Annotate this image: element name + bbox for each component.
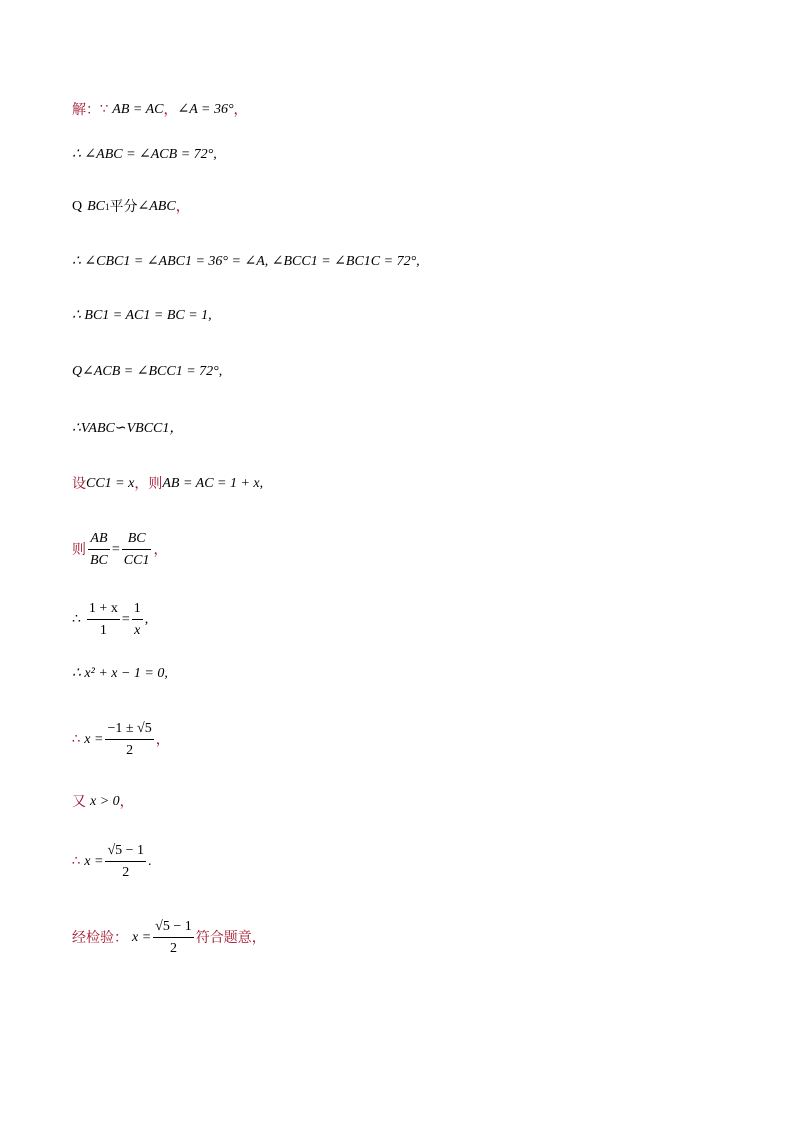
comma: ， [153,542,168,558]
fraction-1x-1: $\frac{1 + x}{1}$ [88,601,118,638]
conclusion-text: 符合题意， [195,930,266,946]
therefore-symbol: ∴ [72,612,81,627]
period: . [148,854,152,869]
solution-label: 解： [72,102,100,118]
equation-angle-a: ∠A = 36° [177,102,234,117]
let-text: 设 [72,476,86,492]
solution-line-8 [72,474,263,494]
solution-line-4: ∴ ∠CBC1 = ∠ABC1 = 36° = ∠A, ∠BCC1 = ∠BC1C = 72°, [72,254,420,269]
solution-line-2: ∴ ∠ABC = ∠ACB = 72°, [72,147,217,162]
solution-line-9 [72,530,167,570]
fraction-ab-bc: $\frac{AB}{BC}$ [90,531,108,568]
then-text: ，则 [134,476,163,492]
subscript: 1 [105,202,110,212]
segment-bc: BC [87,199,106,214]
because-symbol: ∵ [100,102,109,117]
solution-line-1 [72,100,248,120]
solution-line-10 [72,600,148,640]
x-equals: x = [84,854,104,869]
then-text: 则 [72,542,86,558]
comma: , [259,476,264,491]
therefore-symbol: ∴ [72,854,81,869]
x-positive: x > 0 [90,794,120,809]
equation-cc1: CC1 = x [86,476,135,491]
solution-line-13 [72,792,134,812]
equation-ab-ac: AB = AC [112,102,164,117]
equation-ab-ac-1x: AB = AC = 1 + x [162,476,260,491]
fraction-1-x: $\frac{1}{x}$ [133,601,141,638]
comma: ， [119,794,134,810]
therefore-symbol: ∴ [72,732,81,747]
x-equals: x = [132,930,152,945]
solution-line-15 [72,918,266,958]
since-symbol: Q [72,199,83,214]
bisects-text: 平分 [109,199,138,215]
solution-line-11: ∴ x² + x − 1 = 0, [72,666,168,681]
fraction-verified-root: $\frac{√5 - 1}{2}$ [155,919,192,956]
comma: ， [163,102,178,118]
solution-line-6: Q∠ACB = ∠BCC1 = 72°, [72,364,223,379]
angle-abc: ∠ABC [137,199,176,214]
solution-line-5: ∴ BC1 = AC1 = BC = 1, [72,308,212,323]
also-text: 又 [72,794,86,810]
comma: , [144,612,149,627]
x-equals: x = [84,732,104,747]
comma: ， [233,102,248,118]
comma: ， [175,199,190,215]
solution-line-3 [72,197,190,217]
fraction-bc-cc1: $\frac{BC}{CC1}$ [123,531,150,568]
equals-sign: = [121,612,130,627]
verification-label: 经检验： [72,930,128,946]
fraction-positive-root: $\frac{√5 - 1}{2}$ [107,843,145,880]
solution-line-12 [72,720,170,760]
equals-sign: = [111,542,120,557]
solution-line-14 [72,842,152,882]
fraction-quadratic-roots: $\frac{-1 \pm √5}{2}$ [107,721,152,758]
comma: ， [155,732,170,748]
solution-line-7: ∴VABC∽VBCC1， [72,421,184,436]
